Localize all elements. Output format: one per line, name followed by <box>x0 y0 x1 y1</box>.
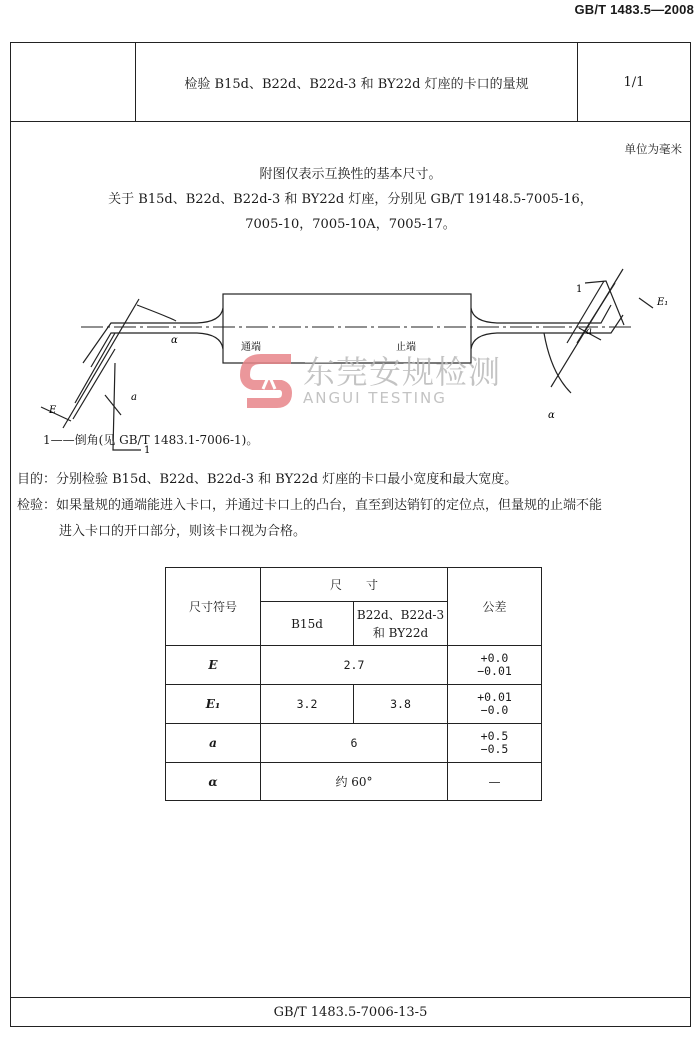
table-row <box>166 685 542 724</box>
tol-minus: −0.0 <box>480 703 509 717</box>
inspection-line-1: 检验：如果量规的通端能进入卡口，并通过卡口上的凸台，直至到达销钉的定位点，但量规的止端不能 <box>17 498 603 513</box>
callout-1-right: 1 <box>576 284 583 295</box>
sheet-title: 检验 B15d、B22d、B22d-3 和 BY22d 灯座的卡口的量规 <box>136 43 578 121</box>
tol-plus: +0.5 <box>480 729 509 743</box>
header-b15d: B15d <box>261 602 354 646</box>
intro-line-3: 7005-10，7005-10A，7005-17。 <box>245 217 456 232</box>
e-label: E <box>49 405 57 416</box>
dimension-table <box>165 567 542 801</box>
header-b22d <box>354 602 448 646</box>
row-value: 2.7 <box>261 646 448 685</box>
a-label-left: a <box>131 392 137 403</box>
title-block-empty-cell <box>11 43 136 121</box>
alpha-label-right: α <box>548 410 555 421</box>
row-tolerance: — <box>448 763 542 801</box>
table-row <box>166 724 542 763</box>
a-label-right: a <box>586 326 592 337</box>
watermark <box>241 353 501 409</box>
table-row <box>166 763 542 801</box>
nogo-end-label: 止端 <box>396 342 416 353</box>
row-tolerance <box>448 724 542 763</box>
go-end-label: 通端 <box>241 342 261 353</box>
watermark-en: ANGUI TESTING <box>303 389 447 407</box>
document-frame <box>10 42 691 1027</box>
intro-line-2: 关于 B15d、B22d、B22d-3 和 BY22d 灯座，分别见 GB/T 19148.5-7005-16， <box>108 192 593 207</box>
tol-plus: +0.01 <box>477 690 512 704</box>
drawing-legend: 1——倒角(见 GB/T 1483.1-7006-1)。 <box>43 433 259 447</box>
e1-label: E₁ <box>657 297 669 308</box>
unit-note: 单位为毫米 <box>624 142 682 156</box>
tol-plus: +0.0 <box>480 651 509 665</box>
header-symbol: 尺寸符号 <box>166 568 261 646</box>
standard-number: GB/T 1483.5—2008 <box>574 2 694 17</box>
header-b22d-line2: 和 BY22d <box>372 625 429 640</box>
page-number: 1/1 <box>623 74 645 90</box>
watermark-cn: 东莞安规检测 <box>303 353 502 391</box>
inspection-text <box>17 493 602 545</box>
row-symbol: E₁ <box>166 685 261 724</box>
row-tolerance <box>448 646 542 685</box>
tol-minus: −0.5 <box>480 742 509 756</box>
table-row <box>166 646 542 685</box>
row-symbol: E <box>166 646 261 685</box>
title-block <box>11 43 690 122</box>
callout-1-left: 1 <box>144 445 151 456</box>
header-tolerance: 公差 <box>448 568 542 646</box>
header-dimension: 尺 寸 <box>261 568 448 602</box>
row-value-b22d: 3.8 <box>354 685 448 724</box>
watermark-logo-icon <box>241 353 297 409</box>
tol-minus: −0.01 <box>477 664 512 678</box>
row-value-b15d: 3.2 <box>261 685 354 724</box>
row-value: 6 <box>261 724 448 763</box>
alpha-label-left: α <box>171 335 178 346</box>
inspection-line-2: 进入卡口的开口部分，则该卡口视为合格。 <box>59 524 307 539</box>
header-b22d-line1: B22d、B22d-3 <box>356 607 445 622</box>
purpose-text: 目的：分别检验 B15d、B22d、B22d-3 和 BY22d 灯座的卡口最小宽度和最大宽度。 <box>17 472 518 487</box>
row-symbol: α <box>166 763 261 801</box>
row-tolerance <box>448 685 542 724</box>
footer-code: GB/T 1483.5-7006-13-5 <box>11 997 690 1026</box>
row-value: 约 60° <box>261 763 448 801</box>
intro-line-1: 附图仅表示互换性的基本尺寸。 <box>259 167 442 182</box>
row-symbol: a <box>166 724 261 763</box>
